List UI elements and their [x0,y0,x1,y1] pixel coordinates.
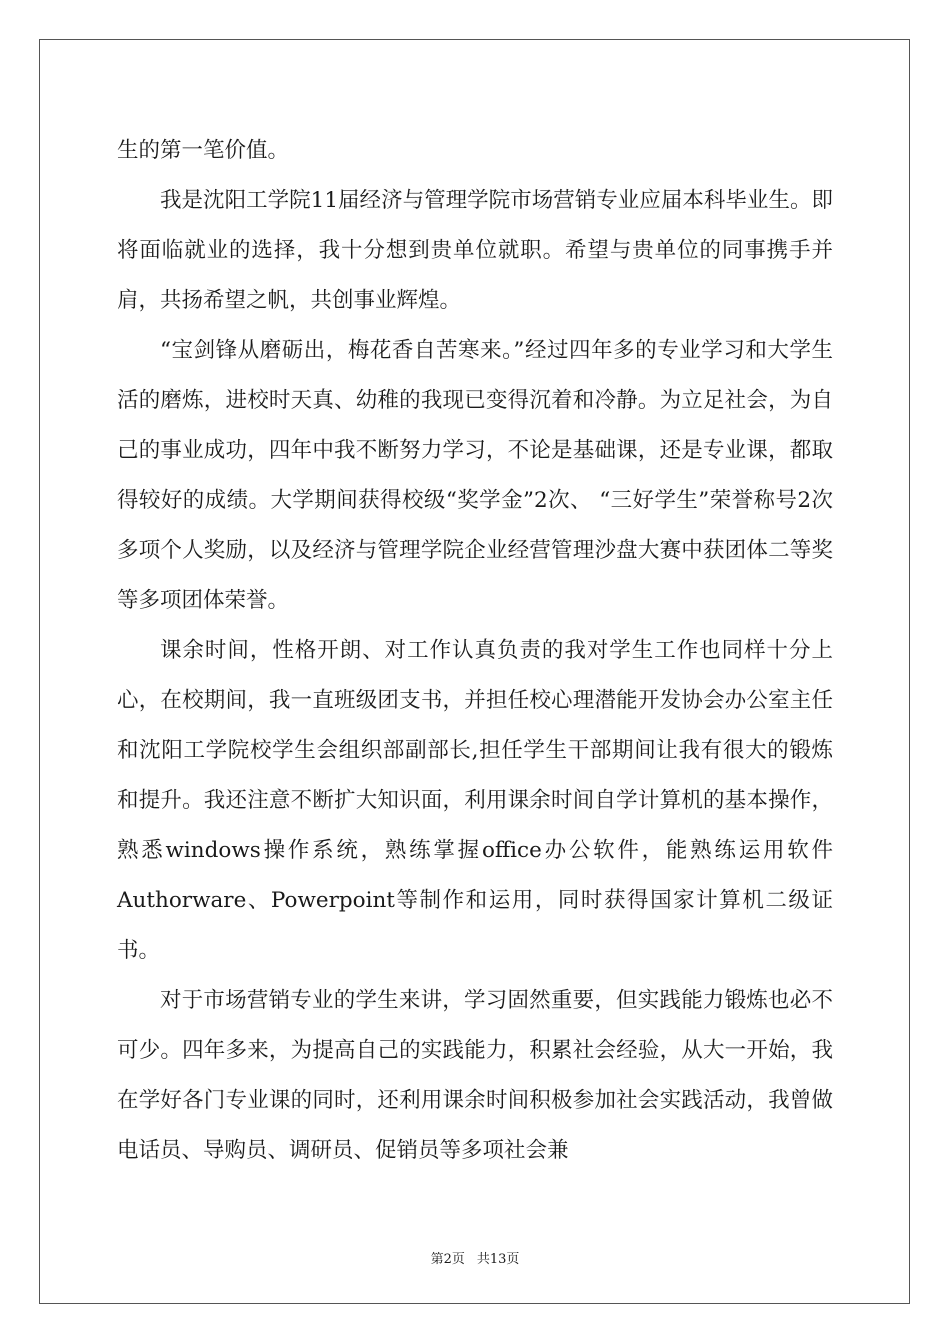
paragraph-3: “宝剑锋从磨砺出，梅花香自苦寒来。”经过四年多的专业学习和大学生活的磨炼，进校时天真、幼稚的我现已变得沉着和冷静。为立足社会，为自己的事业成功，四年中我不断努力学习，不论是基础课，还是专业课，都取得较好的成绩。大学期间获得校级“奖学金”2次、 “三好学生”荣誉称号2次多项个人奖励，以及经济与管理学院企业经营管理沙盘大赛中获团体二等奖等多项团体荣誉。 [117,338,833,613]
paragraph-1: 生的第一笔价值。 [117,138,290,163]
paragraph-2: 我是沈阳工学院11届经济与管理学院市场营销专业应届本科毕业生。即将面临就业的选择，我十分想到贵单位就职。希望与贵单位的同事携手并肩，共扬希望之帆，共创事业辉煌。 [117,188,833,313]
paragraph-4: 课余时间，性格开朗、对工作认真负责的我对学生工作也同样十分上心，在校期间，我一直班级团支书，并担任校心理潜能开发协会办公室主任和沈阳工学院校学生会组织部副部长,担任学生干部期间让我有很大的锻炼和提升。我还注意不断扩大知识面，利用课余时间自学计算机的基本操作，熟悉windows操作系统，熟练掌握office办公软件，能熟练运用软件Authorware、Powerpoint等制作和运用，同时获得国家计算机二级证书。 [117,638,833,963]
page-number-current: 第2页 [430,1252,465,1267]
document-body [117,126,833,1176]
paragraph-5: 对于市场营销专业的学生来讲，学习固然重要，但实践能力锻炼也必不可少。四年多来，为提高自己的实践能力，积累社会经验，从大一开始，我在学好各门专业课的同时，还利用课余时间积极参加社会实践活动，我曾做电话员、导购员、调研员、促销员等多项社会兼 [117,988,833,1163]
page-footer [0,1248,950,1267]
page-number-total: 共13页 [476,1252,520,1267]
